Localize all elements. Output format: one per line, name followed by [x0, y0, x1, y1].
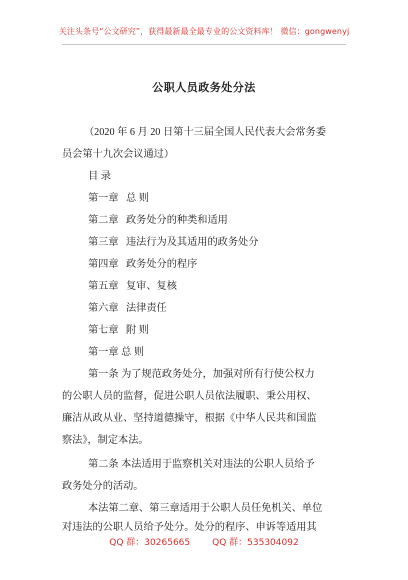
toc-chapter-title: 总 则 [126, 193, 149, 204]
header-banner: 关注头条号“公文研究”，获得最新最全最专业的公文资料库！ 微信：gongwenyj [58, 27, 350, 36]
toc-chapter-number: 第一章 [88, 193, 119, 204]
toc-chapter-number: 第七章 [88, 325, 119, 336]
footer-qq-group-1: QQ 群：30265665 [109, 538, 191, 548]
toc-item [88, 193, 149, 205]
article-1-line-2: 的公职人员的监督，促进公职人员依法履职、秉公用权、 [62, 391, 317, 402]
footer-qq-group-2: QQ 群：535304092 [212, 538, 299, 548]
toc-chapter-number: 第三章 [88, 237, 119, 248]
chapter-heading: 第一章 总 则 [88, 347, 145, 358]
article-2-line-1: 第二条 本法适用于监察机关对违法的公职人员给予 [88, 459, 315, 470]
adoption-note-line-2: 员会第十九次会议通过） [62, 149, 175, 160]
toc-chapter-title: 复审、复核 [126, 281, 177, 292]
toc-chapter-number: 第五章 [88, 281, 119, 292]
toc-chapter-number: 第四章 [88, 259, 119, 270]
article-1-line-4: 察法》，制定本法。 [62, 435, 149, 446]
article-1-line-3: 廉洁从政从业、坚持道德操守，根据《中华人民共和国监 [62, 413, 317, 424]
toc-item [88, 325, 149, 337]
toc-chapter-title: 违法行为及其适用的政务处分 [126, 237, 259, 248]
document-title: 公职人员政务处分法 [152, 81, 256, 94]
article-1-line-1: 第一条 为了规范政务处分，加强对所有行使公权力 [88, 369, 315, 380]
toc-chapter-title: 政务处分的程序 [126, 259, 198, 270]
toc-item [88, 303, 167, 315]
article-2-line-2: 政务处分的活动。 [62, 481, 144, 492]
toc-item [88, 259, 197, 271]
toc-item [88, 281, 177, 293]
toc-heading: 目 录 [88, 171, 111, 182]
toc-chapter-number: 第六章 [88, 303, 119, 314]
toc-chapter-title: 法律责任 [126, 303, 167, 314]
toc-chapter-title: 政务处分的种类和适用 [126, 215, 228, 226]
adoption-note-line-1: （2020 年 6 月 20 日第十三届全国人民代表大会常务委 [84, 127, 326, 138]
header-divider [62, 44, 346, 45]
toc-chapter-title: 附 则 [126, 325, 149, 336]
footer-qq-groups [0, 535, 408, 548]
article-2-cont-line-2: 对违法的公职人员给予处分。处分的程序、申诉等适用其 [62, 522, 317, 533]
article-2-cont-line-1: 本法第二章、第三章适用于公职人员任免机关、单位 [88, 503, 323, 514]
toc-chapter-number: 第二章 [88, 215, 119, 226]
toc-item [88, 237, 258, 249]
toc-item [88, 215, 228, 227]
